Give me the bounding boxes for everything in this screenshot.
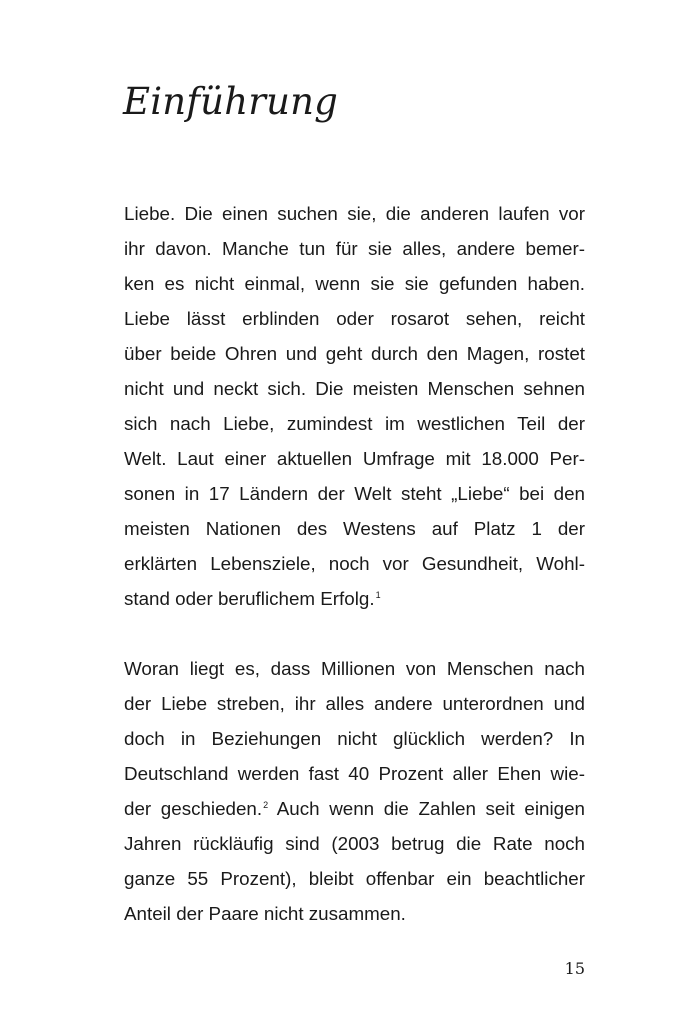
text-line: ihr davon. Manche tun für sie alles, andere bemer-: [124, 238, 585, 259]
text-line-content: Auch wenn die Zahlen seit einigen: [268, 798, 585, 819]
page-number: 15: [564, 959, 585, 978]
chapter-title: Einführung: [123, 80, 339, 123]
text-line: der Liebe streben, ihr alles andere unterordnen und: [124, 693, 585, 714]
text-line: meisten Nationen des Westens auf Platz 1 der: [124, 518, 585, 539]
text-line: Liebe. Die einen suchen sie, die anderen laufen vor: [124, 203, 585, 224]
text-line-last: [124, 581, 585, 616]
text-line: über beide Ohren und geht durch den Magen, rostet: [124, 343, 585, 364]
text-line: Welt. Laut einer aktuellen Umfrage mit 18.000 Per-: [124, 448, 585, 469]
footnote-marker: 2: [263, 799, 269, 810]
text-line-content: stand oder beruflichem Erfolg.: [124, 588, 375, 609]
text-line-content: der geschieden.: [124, 798, 263, 819]
text-line: Woran liegt es, dass Millionen von Menschen nach: [124, 658, 585, 679]
text-line: ganze 55 Prozent), bleibt offenbar ein beachtlicher: [124, 868, 585, 889]
text-line: Deutschland werden fast 40 Prozent aller Ehen wie-: [124, 763, 585, 784]
text-line: sich nach Liebe, zumindest im westlichen Teil der: [124, 413, 585, 434]
text-line-last: Anteil der Paare nicht zusammen.: [124, 903, 406, 924]
text-line: ken es nicht einmal, wenn sie sie gefunden haben.: [124, 273, 585, 294]
paragraph-1: [124, 196, 585, 616]
text-line: nicht und neckt sich. Die meisten Menschen sehnen: [124, 378, 585, 399]
footnote-marker: 1: [375, 589, 381, 600]
paragraph-2: [124, 651, 585, 931]
text-line: sonen in 17 Ländern der Welt steht „Liebe“ bei den: [124, 483, 585, 504]
text-line: Jahren rückläufig sind (2003 betrug die Rate noch: [124, 833, 585, 854]
text-line-with-footnote: [124, 791, 585, 826]
text-line: Liebe lässt erblinden oder rosarot sehen, reicht: [124, 308, 585, 329]
text-line: doch in Beziehungen nicht glücklich werden? In: [124, 728, 585, 749]
text-line: erklärten Lebensziele, noch vor Gesundheit, Wohl-: [124, 553, 585, 574]
